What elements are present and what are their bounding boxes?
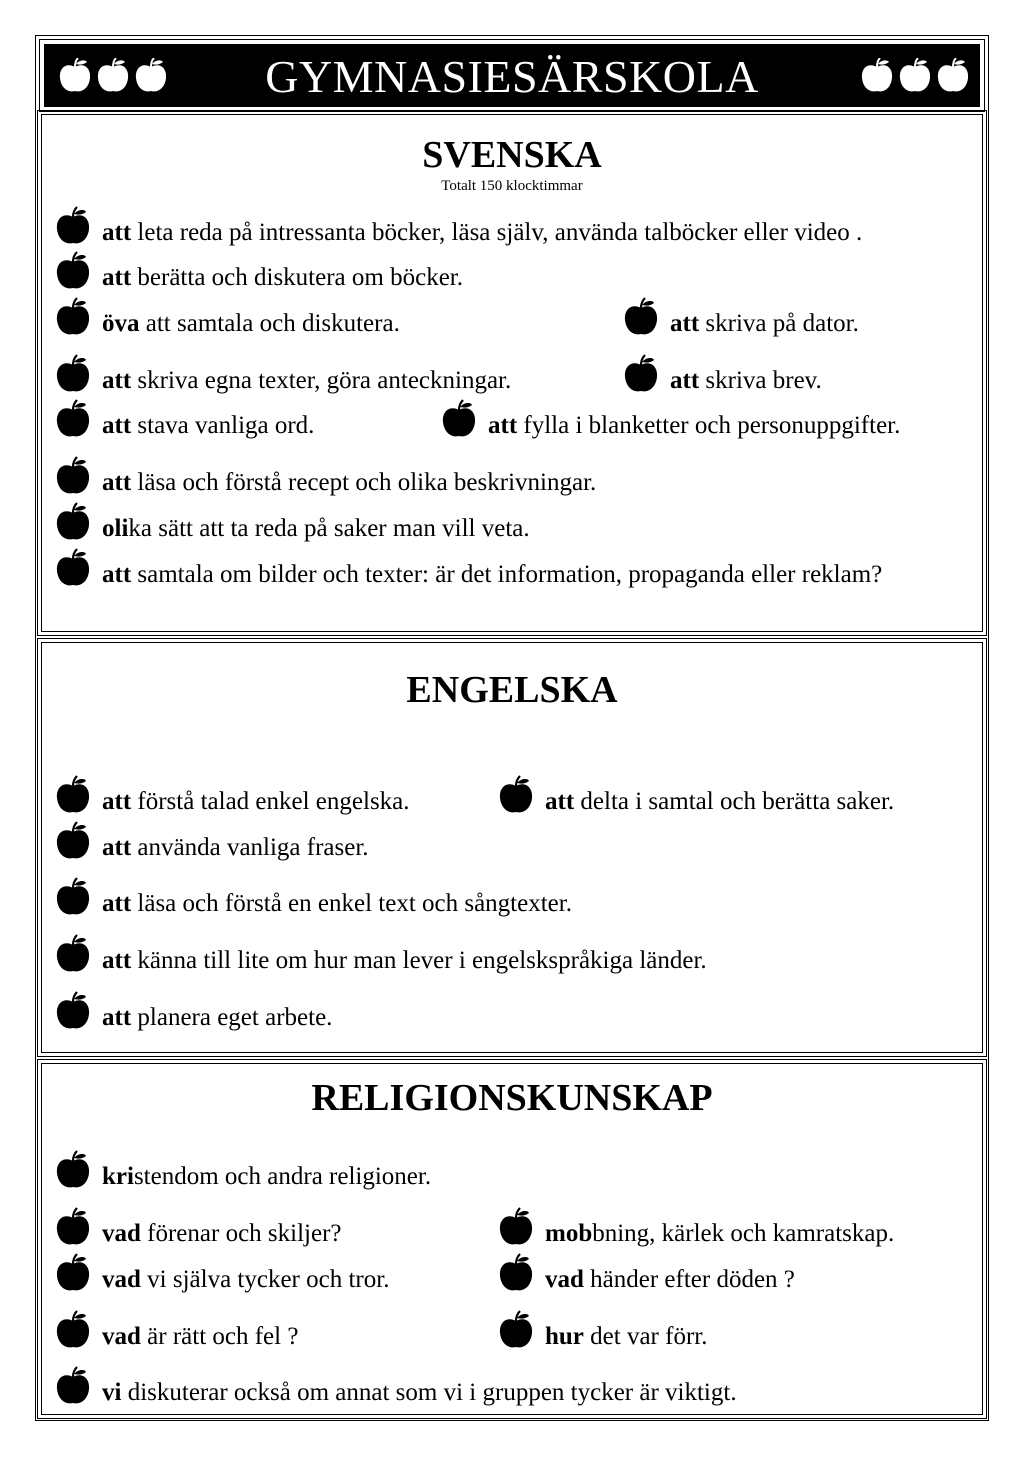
apple-icon [55,206,91,246]
apple-icon [55,991,91,1031]
apple-icon [55,456,91,496]
list-item: att skriva på dator. [670,309,859,339]
list-item: att stava vanliga ord. [102,411,314,441]
apple-icon [55,1253,91,1293]
apple-icon [55,934,91,974]
section-title: SVENSKA [422,134,602,176]
apple-icon [55,877,91,917]
list-item: att delta i samtal och berätta saker. [545,787,894,817]
apple-icon [55,821,91,861]
apple-icon [55,548,91,588]
apple-icon [55,1207,91,1247]
section-svenska [37,110,987,636]
list-item: vad händer efter döden ? [545,1265,795,1295]
apple-icon [498,1253,534,1293]
list-item: att skriva egna texter, göra anteckningar. [102,366,511,396]
apple-icon [55,1310,91,1350]
list-item: vad vi själva tycker och tror. [102,1265,389,1295]
apple-icon [55,297,91,337]
list-item: kristendom och andra religioner. [102,1162,431,1192]
list-item: att planera eget arbete. [102,1003,332,1033]
apple-icon [623,354,659,394]
header-apples-right [860,58,970,94]
apple-icon [498,775,534,815]
list-item: att läsa och förstå en enkel text och sångtexter. [102,889,572,919]
list-item: att fylla i blanketter och personuppgifter. [488,411,900,441]
section-subtitle: Totalt 150 klocktimmar [441,178,583,194]
page-title: GYMNASIESÄRSKOLA [265,51,759,102]
list-item: att känna till lite om hur man lever i engelskspråkiga länder. [102,946,707,976]
apple-icon [860,58,894,94]
apple-icon [55,775,91,815]
apple-icon [898,58,932,94]
list-item: att berätta och diskutera om böcker. [102,263,463,293]
list-item: att samtala om bilder och texter: är det information, propaganda eller reklam? [102,560,882,590]
apple-icon [55,354,91,394]
section-title: ENGELSKA [406,669,618,711]
apple-icon [498,1207,534,1247]
apple-icon [623,297,659,337]
apple-icon [55,1150,91,1190]
list-item: mobbning, kärlek och kamratskap. [545,1219,894,1249]
list-item: att läsa och förstå recept och olika beskrivningar. [102,468,596,498]
list-item: att skriva brev. [670,366,822,396]
list-item: öva att samtala och diskutera. [102,309,400,339]
apple-icon [55,1366,91,1406]
list-item: att förstå talad enkel engelska. [102,787,410,817]
section-title: RELIGIONSKUNSKAP [311,1077,713,1119]
list-item: hur det var förr. [545,1322,707,1352]
list-item: vi diskuterar också om annat som vi i gruppen tycker är viktigt. [102,1378,737,1408]
apple-icon [55,502,91,542]
apple-icon [441,399,477,439]
apple-icon [498,1310,534,1350]
apple-icon [936,58,970,94]
list-item: att leta reda på intressanta böcker, läsa själv, använda talböcker eller video . [102,218,862,248]
list-item: vad är rätt och fel ? [102,1322,298,1352]
section-engelska [37,638,987,1057]
section-religionskunskap [37,1059,987,1419]
list-item: vad förenar och skiljer? [102,1219,342,1249]
list-item: olika sätt att ta reda på saker man vill veta. [102,514,530,544]
header-banner [39,39,985,112]
apple-icon [55,399,91,439]
list-item: att använda vanliga fraser. [102,833,369,863]
apple-icon [55,251,91,291]
